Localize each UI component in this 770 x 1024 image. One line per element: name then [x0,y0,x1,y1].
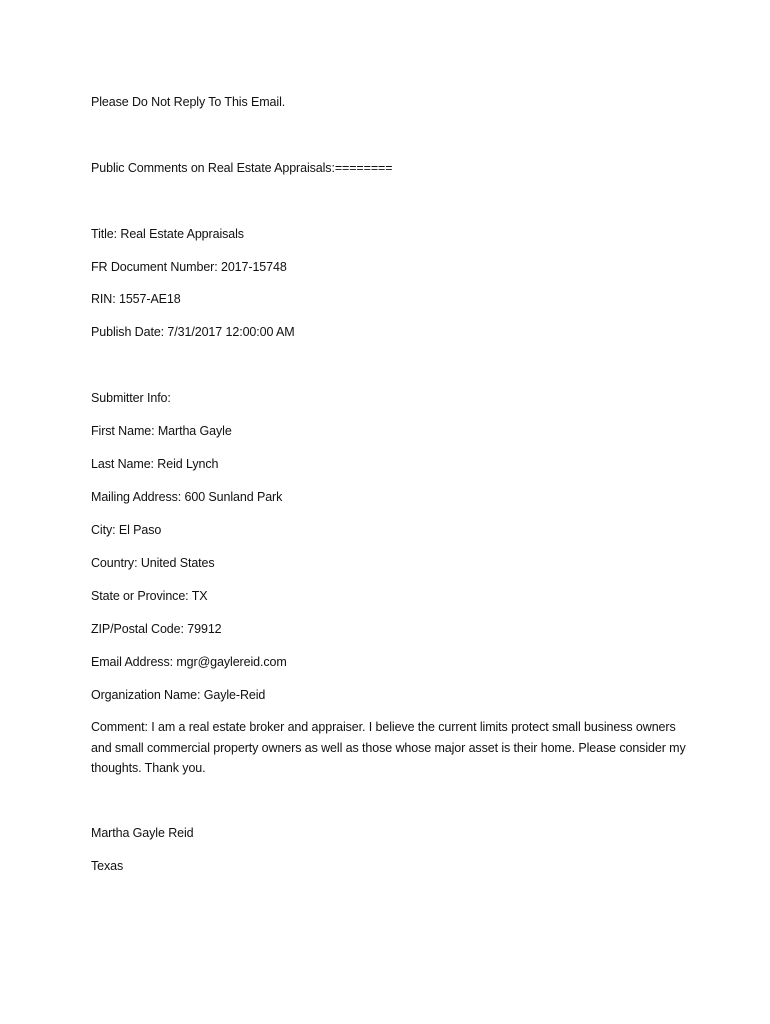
email-address: Email Address: mgr@gaylereid.com [91,655,287,669]
signature-name: Martha Gayle Reid [91,826,194,840]
city: City: El Paso [91,523,162,537]
state-or-province: State or Province: TX [91,589,208,603]
comment-text: Comment: I am a real estate broker and appraiser. I believe the current limits protect small business owners and small commercial property owners as well as those whose major asset is their home. Please consider my thoughts. Thank you. [91,720,686,775]
zip-postal-code: ZIP/Postal Code: 79912 [91,622,222,636]
publish-date: Publish Date: 7/31/2017 12:00:00 AM [91,325,295,339]
country: Country: United States [91,556,215,570]
fr-document-number: FR Document Number: 2017-15748 [91,260,287,274]
mailing-address: Mailing Address: 600 Sunland Park [91,490,283,504]
no-reply-notice: Please Do Not Reply To This Email. [91,95,286,109]
last-name: Last Name: Reid Lynch [91,457,219,471]
document-title: Title: Real Estate Appraisals [91,227,244,241]
submitter-info-header: Submitter Info: [91,391,171,405]
first-name: First Name: Martha Gayle [91,424,232,438]
organization-name: Organization Name: Gayle-Reid [91,688,266,702]
signature-state: Texas [91,859,124,873]
rin: RIN: 1557-AE18 [91,292,181,306]
comments-heading: Public Comments on Real Estate Appraisals:======== [91,161,393,175]
